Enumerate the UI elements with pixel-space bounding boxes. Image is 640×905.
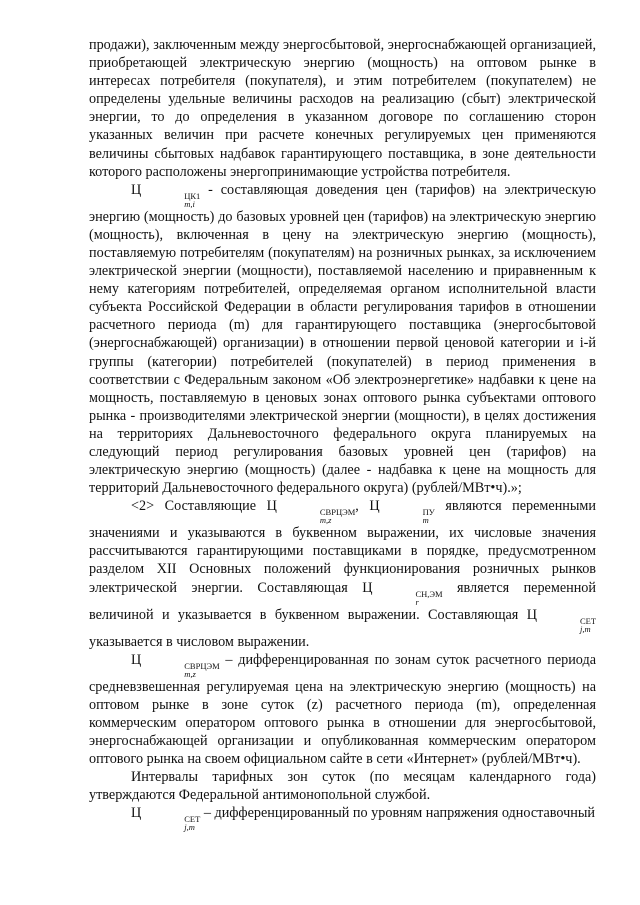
- paragraph-footnote-2: <2> Составляющие Ц СВРЦЭМ m,z , Ц ПУ m являются переменными значениями и указываются в буквенном выражении, их числовые значения рассчитываются гарантирующими поставщиками в порядке, предусмотренном разделом XII Основных положений функционирования розничных рынков электрической энергии. Составляющая Ц СН,ЭМ r является переменной величиной и указывается в буквенном выражении. Составляющая Ц СЕТ j,m указывается в числовом выражении.: [89, 498, 597, 650]
- symbol-snem: Ц СН,ЭМ r: [362, 579, 443, 607]
- symbol-svrcem-def: Ц СВРЦЭМ m,z: [131, 651, 220, 679]
- symbol-set: Ц СЕТ j,m: [526, 606, 597, 634]
- symbol-set-def: Ц СЕТ j,m: [131, 805, 201, 833]
- symbol-ck1: Ц ЦК1 m,i: [131, 181, 201, 209]
- paragraph-intervals: Интервалы тарифных зон суток (по месяцам календарного года) утверждаются Федеральной антимонопольной службой.: [89, 769, 596, 804]
- symbol-svrcem: Ц СВРЦЭМ m,z: [266, 498, 356, 526]
- document-page: [89, 36, 596, 831]
- paragraph-set: Ц СЕТ j,m – дифференцированный по уровням напряжения одноставочный: [131, 805, 595, 833]
- paragraph-ck1: Ц ЦК1 m,i - составляющая доведения цен (тарифов) на электрическую энергию (мощность) до базовых уровней цен (тарифов) на электрическую энергию (мощность), включенная в цену на электрическую энергию (мощность), поставляемую потребителям (покупателям) на розничных рынках, за исключением электрической энергии (мощности), поставляемой населению и приравненным к нему категориям потребителей, определяемая органом исполнительной власти субъекта Российской Федерации в области регулирования тарифов в отношении расчетного периода (m) для гарантирующего поставщика (энергосбытовой (энергоснабжающей) организации) в отношении первой ценовой категории и i-й группы (категории) потребителей (покупателей) в период применения в соответствии с Федеральным законом «Об электроэнергетике» надбавки к цене на мощность, поставляемую в ценовых зонах оптового рынка субъектами оптового рынка - производителями электрической энергии (мощности), в целях достижения на территориях Дальневосточного федерального округа планируемых на следующий период регулирования базовых уровней цен (тарифов) на электрическую энергию (мощность) (далее - надбавка к цене на мощность для территорий Дальневосточного федерального округа) (рублей/МВт•ч).»;: [89, 181, 596, 497]
- paragraph-svrcem: Ц СВРЦЭМ m,z – дифференцированная по зонам суток расчетного периода средневзвешенная регулируемая цена на электрическую энергию (мощность) на оптовом рынке в зоне суток (z) расчетного периода (m), определенная коммерческим оператором оптового рынка в отношении для энергосбытовой, энергоснабжающей организации и опубликованная коммерческим оператором оптового рынка на своем официальном сайте в сети «Интернет» (рублей/МВт•ч).: [89, 651, 597, 767]
- paragraph-sbyt: продажи), заключенным между энергосбытовой, энергоснабжающей организацией, приобретающей электрическую энергию (мощность) на оптовом рынке в интересах потребителя (покупателя), и этим потребителем (покупателем) не определены удельные величины расходов на реализацию (сбыт) электрической энергии, то до определения в указанном договоре по соглашению сторон указанных величин при расчете конечных регулируемых цен применяются величины сбытовых надбавок гарантирующего поставщика, в зоне деятельности которого расположены энергопринимающие устройства потребителя.: [89, 37, 596, 180]
- symbol-pu: Ц ПУ m: [369, 498, 435, 526]
